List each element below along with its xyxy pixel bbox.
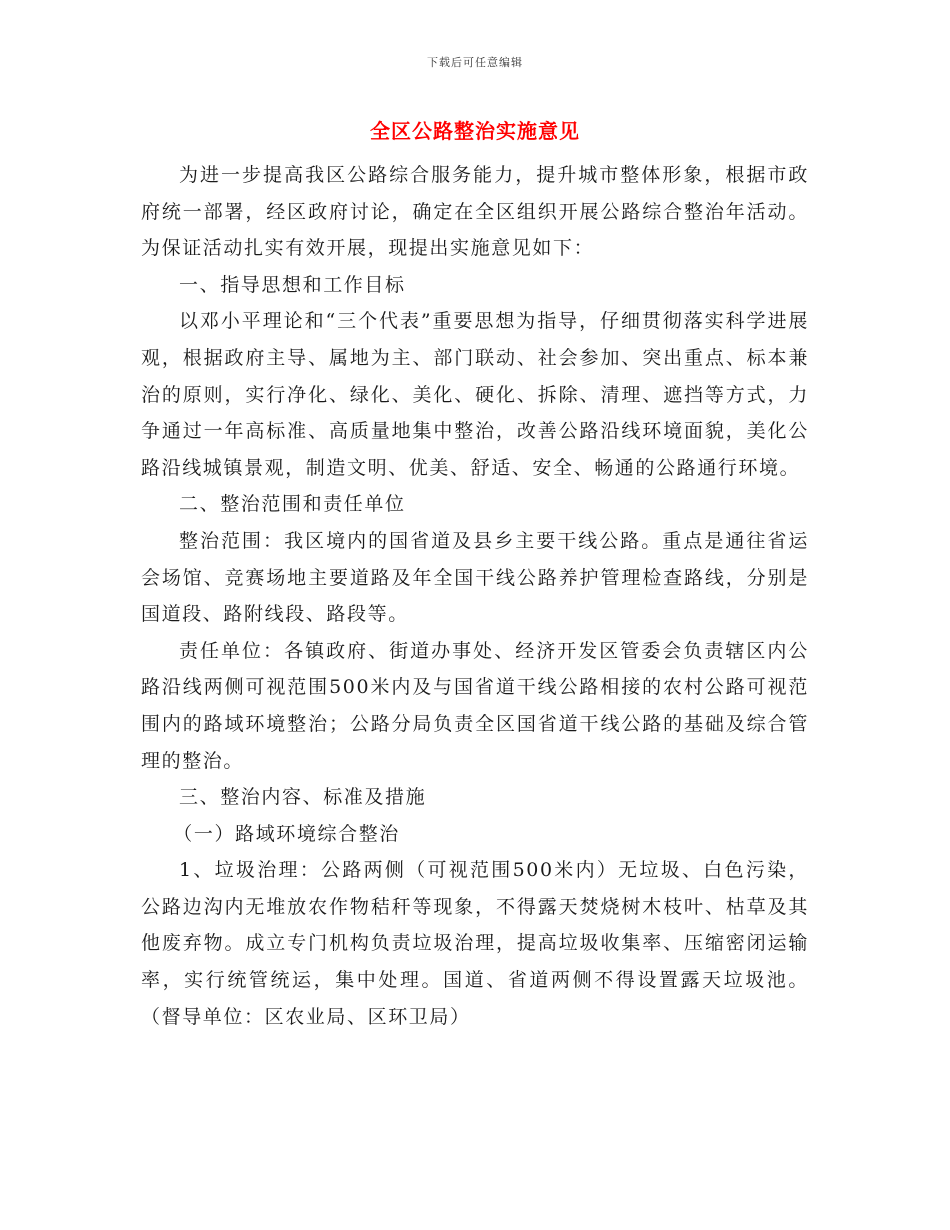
subsection-heading-1: （一）路域环境综合整治 — [173, 822, 400, 845]
garbage-treatment-paragraph: 1、垃圾治理：公路两侧（可视范围500米内）无垃圾、白色污染，公路边沟内无堆放农作物秸秆等现象，不得露天焚烧树木枝叶、枯草及其他废弃物。成立专门机构负责垃圾治理，提高垃圾收集率、压缩密闭运输率，实行统管统运，集中处理。国道、省道两侧不得设置露天垃圾池。（督导单位：区农业局、区环卫局） — [141, 859, 809, 1028]
document-body — [141, 157, 809, 1035]
guiding-thought-paragraph: 以邓小平理论和“三个代表”重要思想为指导，仔细贯彻落实科学进展观，根据政府主导、属地为主、部门联动、社会参加、突出重点、标本兼治的原则，实行净化、绿化、美化、硬化、拆除、清理、遮挡等方式，力争通过一年高标准、高质量地集中整治，改善公路沿线环境面貌，美化公路沿线城镇景观，制造文明、优美、舒适、安全、畅通的公路通行环境。 — [141, 310, 809, 479]
section-heading-3: 三、整治内容、标准及措施 — [179, 786, 427, 809]
document-title: 全区公路整治实施意见 — [370, 119, 580, 143]
section-heading-1: 一、指导思想和工作目标 — [179, 273, 406, 296]
responsibility-paragraph: 责任单位：各镇政府、街道办事处、经济开发区管委会负责辖区内公路沿线两侧可视范围500米内及与国省道干线公路相接的农村公路可视范围内的路域环境整治；公路分局负责全区国省道干线公路的基础及综合管理的整治。 — [141, 639, 809, 772]
section-heading-2: 二、整治范围和责任单位 — [179, 493, 406, 516]
intro-paragraph: 为进一步提高我区公路综合服务能力，提升城市整体形象，根据市政府统一部署，经区政府讨论，确定在全区组织开展公路综合整治年活动。为保证活动扎实有效开展，现提出实施意见如下： — [141, 164, 809, 260]
scope-paragraph: 整治范围：我区境内的国省道及县乡主要干线公路。重点是通往省运会场馆、竞赛场地主要道路及年全国干线公路养护管理检查路线，分别是国道段、路附线段、路段等。 — [141, 529, 809, 626]
header-note: 下载后可任意编辑 — [427, 56, 523, 69]
